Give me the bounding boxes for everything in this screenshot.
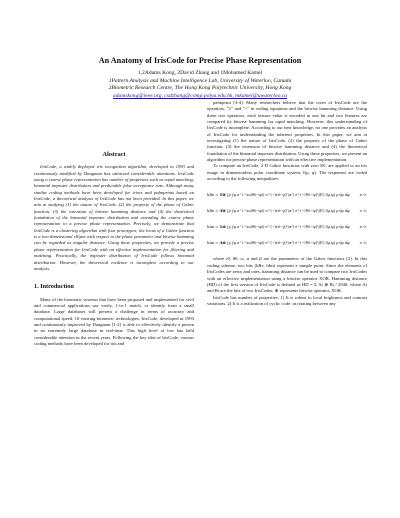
introduction-heading: 1. Introduction	[34, 283, 74, 291]
body-paragraph-4: IrisCode has number of properties: 1) It is robust to local brightness and contrast variations. 2) It is a realization of cyclic code: in rotating between any	[207, 294, 367, 306]
author-emails[interactable]: adamskong@ieee.org, csdzhang@comp.polyu.edu.hk, mkamel@uwaterloo.ca	[112, 92, 288, 99]
equation-row	[207, 235, 367, 251]
equation-lhs: hIm = 1 if	[207, 225, 226, 230]
equation-relation: < 0,	[359, 209, 367, 214]
coding-equations	[207, 187, 367, 251]
equation-body: Re ∫ρ ∫φ e^(−iω(θ0−φ)) e^(−(r0−ρ)²/α²) e^(−(θ0−φ)²/β²) I(ρ,φ) ρ dρ dφ	[221, 209, 350, 214]
equation-lhs: hRe = 1 if	[207, 193, 226, 198]
equation-relation: ≥ 0,	[359, 225, 367, 230]
equation-body: Re ∫ρ ∫φ e^(−iω(θ0−φ)) e^(−(r0−ρ)²/α²) e^(−(θ0−φ)²/β²) I(ρ,φ) ρ dρ dφ	[221, 193, 350, 198]
equation-row	[207, 187, 367, 203]
paper-title: An Anatomy of IrisCode for Precise Phase Representation	[98, 56, 302, 65]
equation-relation: ≥ 0,	[359, 193, 367, 198]
author-block	[0, 70, 400, 100]
right-column	[207, 100, 367, 307]
equation-lhs: hRe = 0 if	[207, 209, 226, 214]
equation-row	[207, 219, 367, 235]
body-paragraph-1: palmprint [3-4]. Many researchers believe that the cores of IrisCode are the operators, "≥" and "<" in coding equations and the bitwise hamming distance. Using these two operators, each feature value is encoded in one bit and two features are compared by bitwise hamming for rapid matching. However, this understanding of IrisCode is incomplete. According to our best knowledge, no one provides an analysis of IrisCode for understanding the inherent properties. In this paper, we aim at investigating (1) the nature of IrisCode, (2) the property of the phase of Gabor function, (3) the extension of bitwise hamming distance and (4) the theoretical foundation of the binomial imposter distribution. Using these properties, we present an algorithm for precise phase representation with an effective implementation.	[207, 100, 367, 163]
equation-body: Im ∫ρ ∫φ e^(−iω(θ0−φ)) e^(−(r0−ρ)²/α²) e^(−(θ0−φ)²/β²) I(ρ,φ) ρ dρ dφ	[221, 225, 350, 230]
affiliation-2: 2Biometric Research Centre, The Hong Kong Polytechnic University, Hong Kong	[108, 85, 292, 92]
equation-body: Im ∫ρ ∫φ e^(−iω(θ0−φ)) e^(−(r0−ρ)²/α²) e^(−(θ0−φ)²/β²) I(ρ,φ) ρ dρ dφ	[221, 241, 350, 246]
left-column	[34, 152, 194, 347]
authors-line: 1,2Adams Kong, 2David Zhang and 1Mohamed Kamel	[137, 70, 263, 76]
equation-row	[207, 203, 367, 219]
body-paragraph-2: To compute an IrisCode, 2-D Gabor functions with zero DC are applied to an iris image in dimensionless polar coordinate system, I(ρ, φ). The responses are coded according to the following inequalities:	[207, 163, 367, 182]
affiliation-1: 1Pattern Analysis and Machine Intelligence Lab, University of Waterloo, Canada	[108, 77, 292, 84]
introduction-text: Many of the biometric systems that have been proposed and implemented for civil and commercial applications use verify, 1-to-1 match, or identify from a small database. Large databases still present a challenge in terms of accuracy and computational speed. Of existing biometric technologies, IrisCode, developed in 1993 and continuously improved by Daugman [1-2] is able to effectively identify a person in an extremely large database in real-time. This high level of low has held considerable attention in the recent years. Following the key idea of IrisCode, various coding methods have been developed for iris and	[34, 296, 194, 346]
abstract-heading: Abstract	[102, 151, 126, 158]
body-paragraph-3: where r0, θ0, ω, α and β are the parameters of the Gabor functions [2]. In this coding scheme, two bits (hRe, hIm) represent a sample point. Since the elements of IrisCodes are zeros and ones, hamming distance can be used to compare two IrisCodes with an effective implementation using a bitwise operator XOR. Hamming distance (HD) of the first version of IrisCode is defined as HD = Σ Ai ⊗ Bi / 2048, where Ai and Bi are the bits of two IrisCodes; ⊗ represents bitwise operator, XOR.	[207, 256, 367, 294]
equation-relation: < 0,	[359, 241, 367, 246]
abstract-text: IrisCode, a widely deployed iris recognition algorithm, developed in 1993 and continuously modified by Daugman has attracted considerable attentions. IrisCode using a coarse phase representation has number of properties such as rapid matching, binomial imposter distribution and predictable false acceptance rate. Although many similar coding methods have been developed for irises and palmprints based on IrisCode, a theoretical analysis of IrisCode has not been provided. In this paper, we aim at studying (1) the nature of IrisCode, (2) the property of the phase of Gabor function, (3) the extension of bitwise hamming distance and (4) the theoretical foundation of the binomial imposter distribution and extending the coarse phase representation to a precise phase representation. Precisely, we demonstrate that IrisCode is a clustering algorithm with four prototypes; the locus of a Gabor function is a two-dimensional ellipse with respect to the phase parameter and bitwise hamming can be regarded as angular distance. Using these properties, we provide a precise phase representation for IrisCode with an effective implementation for filtering and matching. Practically, the imposter distribution of IrisCode follows binomial distribution. However, the theoretical evidence is incomplete according to our analysis.	[34, 164, 194, 271]
equation-lhs: hIm = 0 if	[207, 241, 226, 246]
